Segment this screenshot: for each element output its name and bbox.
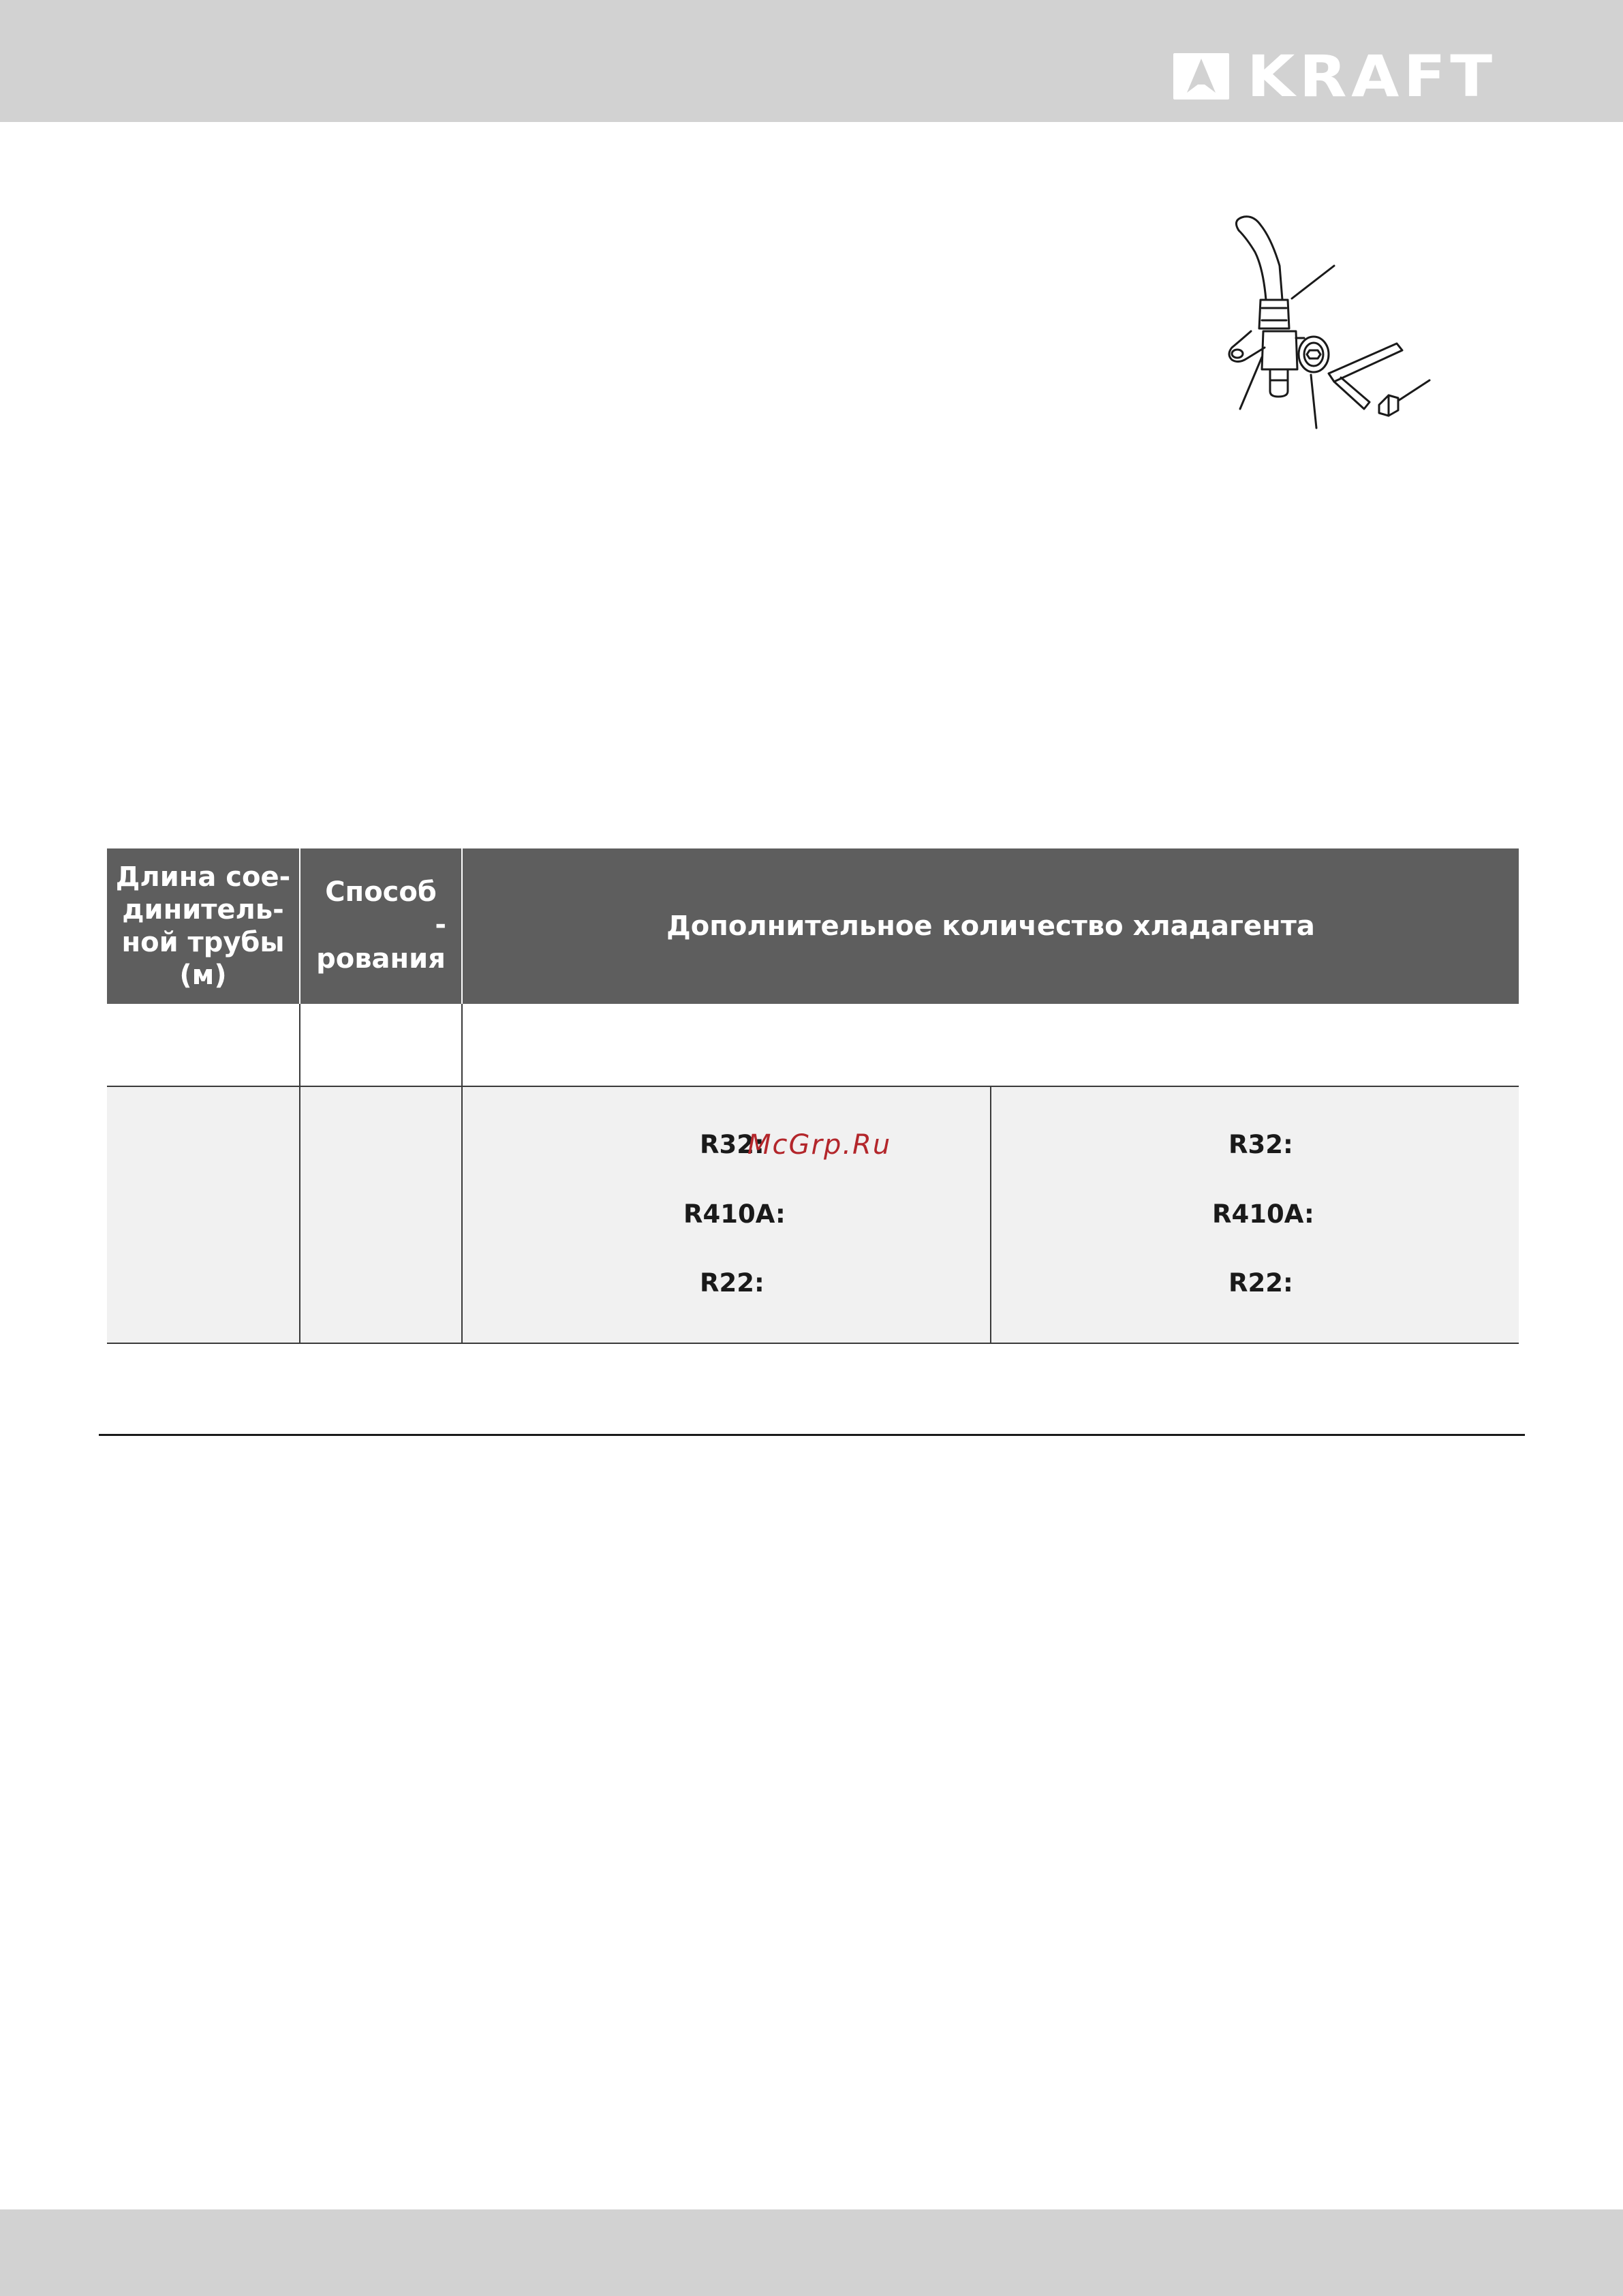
table-row — [107, 1004, 1519, 1087]
cell-divider — [461, 1004, 463, 1086]
brand-name: KRAFT — [1247, 43, 1497, 110]
cell-divider — [299, 1004, 300, 1086]
footer-band — [0, 2209, 1623, 2296]
refrigerant-r410a-right: R410A: — [1212, 1199, 1314, 1229]
col-header-method-line2: - — [435, 909, 446, 940]
refrigerant-r32-left: R32: — [700, 1130, 764, 1159]
kraft-logo — [1173, 43, 1525, 110]
refrigerant-r410a-left: R410A: — [683, 1199, 786, 1229]
col-header-extra-refrigerant — [463, 848, 1519, 1004]
watermark: McGrp.Ru — [747, 1129, 892, 1161]
cell-divider — [990, 1087, 991, 1343]
col-header-method — [300, 848, 461, 1004]
service-valve-icon — [1220, 211, 1438, 436]
cell-divider — [299, 1087, 300, 1343]
col-header-pipe-length — [107, 848, 299, 1004]
col-header-extra-refrigerant-text: Дополнительное количество хладагента — [666, 910, 1315, 942]
col-header-method-line3: рования — [316, 943, 446, 975]
refrigerant-r32-right: R32: — [1228, 1130, 1293, 1159]
table-header — [107, 848, 1519, 1004]
col-header-method-line1: Способ — [325, 876, 437, 908]
cell-divider — [461, 1087, 463, 1343]
refrigerant-r22-left: R22: — [700, 1268, 764, 1298]
col-header-pipe-length-text: Длина сое- динитель- ной трубы (м) — [115, 861, 291, 991]
horizontal-rule — [99, 1434, 1525, 1436]
refrigerant-r22-right: R22: — [1228, 1268, 1293, 1298]
table-row — [107, 1087, 1519, 1344]
service-valve-figure — [1220, 211, 1438, 436]
kraft-logo-icon — [1173, 53, 1229, 100]
